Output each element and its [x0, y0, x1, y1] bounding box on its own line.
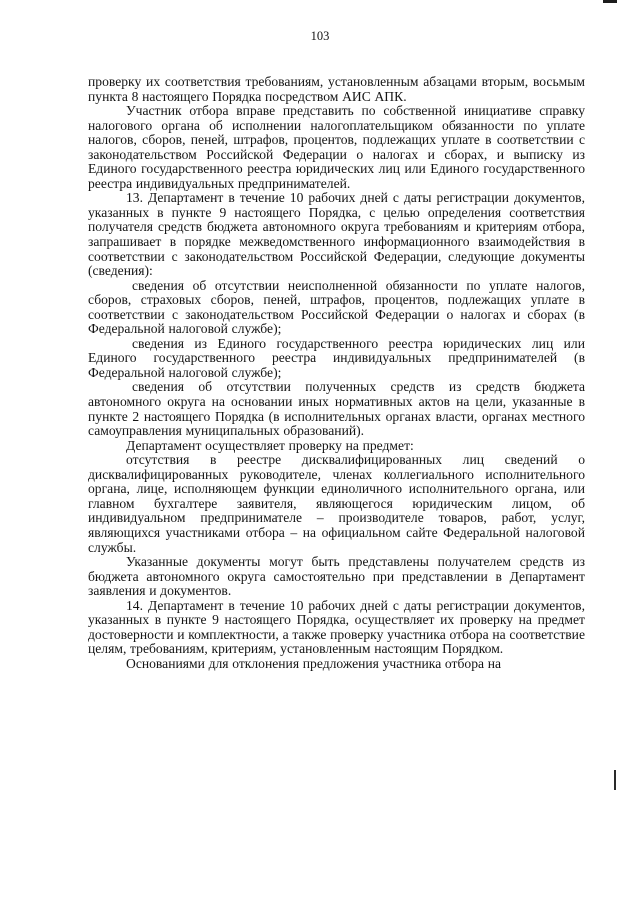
paragraph-continuation: проверку их соответствия требованиям, установленным абзацами вторым, восьмым пункта 8 настоящего Порядка посредством АИС АПК. [88, 74, 585, 104]
paragraph-participant-right: Участник отбора вправе представить по собственной инициативе справку налогового органа об исполнении налогоплательщиком обязанности по уплате налогов, сборов, пеней, штрафов, процентов, подлежащих уплате в соответствии с законодательством Российской Федерации о налогах и сборах, и выписку из Единого государственного реестра юридических лиц или Единого государственного реестра индивидуальных предпринимателей. [88, 103, 585, 191]
paragraph-clause-14: 14. Департамент в течение 10 рабочих дней с даты регистрации документов, указанных в пункте 9 настоящего Порядка, осуществляет их проверку на предмет достоверности и комплектности, а также проверку участника отбора на соответствие целям, требованиям, критериям, установленным настоящим Порядком. [88, 597, 585, 657]
paragraph-budget-funds-info: сведения об отсутствии полученных средств из средств бюджета автономного округа на основании иных нормативных актов на цели, указанные в пункте 2 настоящего Порядка (в исполнительных органах власти, органах местного самоуправления муниципальных образований). [88, 379, 585, 439]
scan-artifact-mark [603, 0, 617, 3]
paragraph-registry-info: сведения из Единого государственного реестра юридических лиц или Единого государственного реестра индивидуальных предпринимателей (в Федеральной налоговой службе); [88, 335, 585, 380]
paragraph-self-submission: Указанные документы могут быть представлены получателем средств из бюджета автономного округа самостоятельно при представлении в Департамент заявления и документов. [88, 554, 585, 599]
paragraph-check-subject: Департамент осуществляет проверку на предмет: [126, 437, 414, 453]
paragraph-tax-info: сведения об отсутствии неисполненной обязанности по уплате налогов, сборов, страховых сборов, пеней, штрафов, процентов, подлежащих уплате в соответствии с законодательством Российской Федерации о налогах и сборах (в Федеральной налоговой службе); [88, 277, 585, 337]
paragraph-rejection-grounds: Основаниями для отклонения предложения участника отбора на [126, 655, 502, 671]
paragraph-clause-13: 13. Департамент в течение 10 рабочих дней с даты регистрации документов, указанных в пункте 9 настоящего Порядка, с целью определения соответствия получателя средств бюджета автономного округа требованиям и критериям отбора, запрашивает в порядке межведомственного информационного взаимодействия в соответствии с законодательством Российской Федерации, следующие документы (сведения): [88, 190, 585, 279]
paragraph-disqualified-check: отсутствия в реестре дисквалифицированных лиц сведений о дисквалифицированных руководителе, членах коллегиального исполнительного органа, лице, исполняющем функции единоличного исполнительного органа, или главном бухгалтере заявителя, являющегося юридическим лицом, об индивидуальном предпринимателе – производителе товаров, работ, услуг, являющихся участниками отбора – на официальном сайте Федеральной налоговой службы. [88, 452, 585, 555]
margin-line-mark [614, 770, 616, 790]
document-body [88, 75, 585, 671]
page-number: 103 [310, 29, 330, 43]
